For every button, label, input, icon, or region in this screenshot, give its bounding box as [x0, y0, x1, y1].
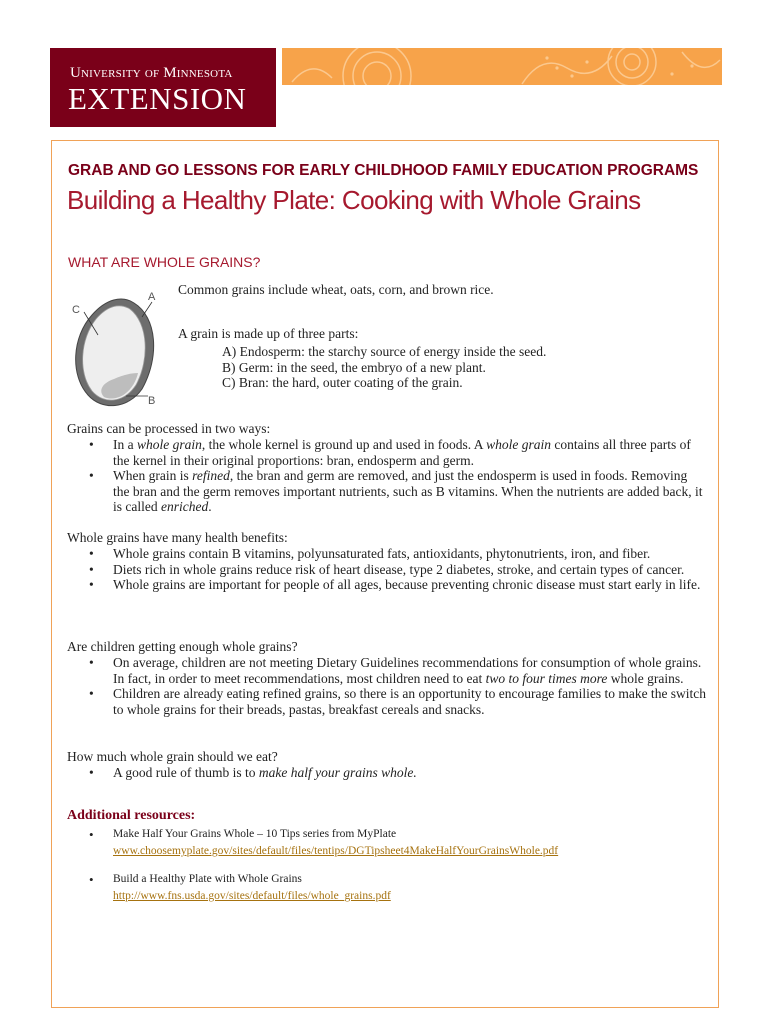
- logo-extension-text: EXTENSION: [68, 81, 247, 116]
- processing-lead: Grains can be processed in two ways:: [67, 421, 271, 436]
- label-b: B: [148, 395, 156, 407]
- resource-link[interactable]: www.choosemyplate.gov/sites/default/files/tentips/DGTipsheet4MakeHalfYourGrainsWhole.pdf: [113, 845, 559, 857]
- resource-item: [87, 826, 558, 860]
- part-endosperm: A) Endosperm: the starchy source of energy inside the seed.: [222, 344, 547, 359]
- resources-list: [87, 826, 558, 860]
- label-c: C: [72, 304, 80, 316]
- part-germ: B) Germ: in the seed, the embryo of a new plant.: [222, 360, 486, 375]
- grain-kernel-diagram: [62, 287, 172, 417]
- decorative-banner: [282, 48, 722, 85]
- logo-university-text: University of Minnesota: [70, 65, 233, 81]
- series-kicker: GRAB AND GO LESSONS FOR EARLY CHILDHOOD FAMILY EDUCATION PROGRAMS: [68, 162, 699, 179]
- list-item: • When grain is refined, the bran and germ are removed, and just the endosperm is used in foods. Removing the bran and the germ removes important nutrients, such as B vitamins. When the nutrients are added back, it is called enriched.: [87, 468, 707, 515]
- children-list: [87, 655, 707, 717]
- list-item: • A good rule of thumb is to make half your grains whole.: [87, 765, 707, 781]
- resources-heading: Additional resources:: [67, 808, 196, 823]
- children-lead: Are children getting enough whole grains?: [67, 639, 298, 654]
- resources-list-2: [87, 871, 391, 905]
- benefits-lead: Whole grains have many health benefits:: [67, 530, 288, 545]
- list-item: • In a whole grain, the whole kernel is ground up and used in foods. A whole grain contains all three parts of the kernel in their original proportions: bran, endosperm and germ.: [87, 437, 707, 468]
- list-item: • Diets rich in whole grains reduce risk of heart disease, type 2 diabetes, stroke, and certain types of cancer.: [87, 562, 707, 578]
- label-a: A: [148, 291, 156, 303]
- resource-title: • Make Half Your Grains Whole – 10 Tips series from MyPlate: [113, 828, 397, 840]
- resource-link[interactable]: http://www.fns.usda.gov/sites/default/files/whole_grains.pdf: [113, 890, 391, 902]
- intro-three-parts: A grain is made up of three parts:: [178, 326, 359, 341]
- intro-common-grains: Common grains include wheat, oats, corn, and brown rice.: [178, 282, 494, 297]
- decorative-swirl-pattern: [282, 48, 722, 85]
- part-bran: C) Bran: the hard, outer coating of the grain.: [222, 375, 463, 390]
- resource-item: [87, 871, 391, 905]
- list-item: • Children are already eating refined grains, so there is an opportunity to encourage families to make the switch to whole grains for their breads, pastas, breakfast cereals and snacks.: [87, 686, 707, 717]
- resource-title: • Build a Healthy Plate with Whole Grains: [113, 873, 302, 885]
- extension-logo: [50, 48, 276, 127]
- list-item: • On average, children are not meeting Dietary Guidelines recommendations for consumption of whole grains. In fact, in order to meet recommendations, most children need to eat two to four times more whole grains.: [87, 655, 707, 686]
- section-heading: WHAT ARE WHOLE GRAINS?: [68, 254, 261, 270]
- list-item: • Whole grains are important for people of all ages, because preventing chronic disease must start early in life.: [87, 577, 707, 593]
- amount-list: [87, 765, 707, 781]
- amount-lead: How much whole grain should we eat?: [67, 749, 278, 764]
- page-title: Building a Healthy Plate: Cooking with Whole Grains: [67, 185, 641, 215]
- benefits-list: [87, 546, 707, 593]
- processing-list: [87, 437, 707, 515]
- list-item: • Whole grains contain B vitamins, polyunsaturated fats, antioxidants, phytonutrients, iron, and fiber.: [87, 546, 707, 562]
